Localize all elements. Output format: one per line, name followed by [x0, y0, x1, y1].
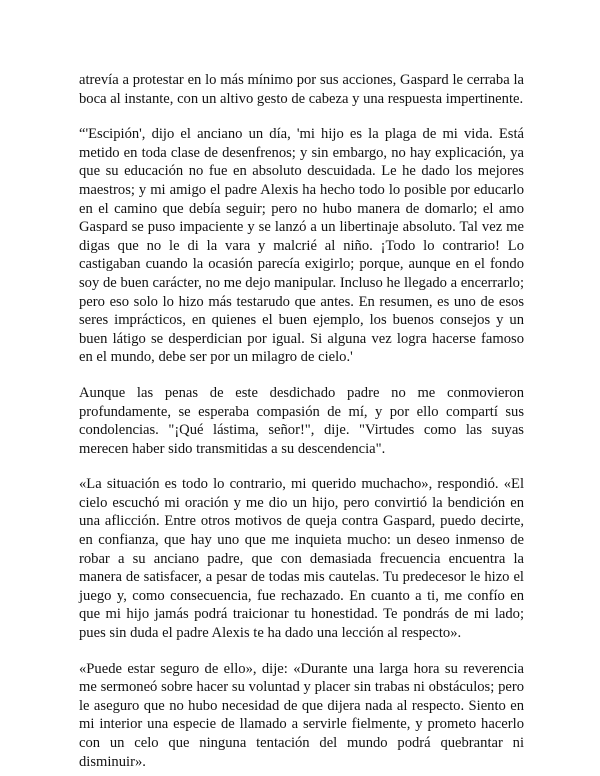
paragraph-5: «Puede estar seguro de ello», dije: «Durante una larga hora su reverencia me sermoneó sobre hacer su voluntad y placer sin trabas ni obstáculos; pero le aseguro que no hubo necesidad de que dijera nada al respecto. Siento en mi interior una especie de llamado a servirle fielmente, y prometo hacerlo con un celo que ninguna tentación del mundo podrá quebrantar ni disminuir».	[79, 660, 524, 770]
paragraph-2: “'Escipión', dijo el anciano un día, 'mi hijo es la plaga de mi vida. Está metido en toda clase de desenfrenos; y sin embargo, no hay explicación, ya que su educación no fue en absoluto descuidada. Le he dado los mejores maestros; y mi amigo el padre Alexis ha hecho todo lo posible por educarlo en el camino que debía seguir; pero no hubo manera de domarlo; el amo Gaspard se puso impaciente y se lanzó a un libertinaje absoluto. Tal vez me digas que no le di la vara y malcrié al niño. ¡Todo lo contrario! Lo castigaban cuando la ocasión parecía exigirlo; porque, aunque en el fondo soy de buen carácter, no me dejo manipular. Incluso he llegado a encerrarlo; pero eso solo lo hizo más testarudo que antes. En resumen, es uno de esos seres imprácticos, en quienes el buen ejemplo, los buenos consejos y un buen látigo se desperdician por igual. Si alguna vez logra hacerse famoso en el mundo, debe ser por un milagro de cielo.'	[79, 126, 524, 366]
paragraph-3: Aunque las penas de este desdichado padre no me conmovieron profundamente, se esperaba compasión de mí, y por ello compartí sus condolencias. "¡Qué lástima, señor!", dije. "Virtudes como las suyas merecen haber sido transmitidas a su descendencia".	[79, 384, 524, 457]
paragraph-4: «La situación es todo lo contrario, mi querido muchacho», respondió. «El cielo escuchó mi oración y me dio un hijo, pero convirtió la bendición en una aflicción. Entre otros motivos de queja contra Gaspard, puedo decirte, en confianza, que hay uno que me inquieta mucho: un deseo inmenso de robar a su anciano padre, que con demasiada frecuencia encuentra la manera de satisfacer, a pesar de todas mis cautelas. Tu predecesor le hizo el juego y, como consecuencia, fue rechazado. En cuanto a ti, me confío en que mi hijo jamás podrá traicionar tu honestidad. Te pondrás de mi lado; pues sin duda el padre Alexis te ha dado una lección al respecto».	[79, 476, 524, 642]
paragraph-1: atrevía a protestar en lo más mínimo por sus acciones, Gaspard le cerraba la boca al instante, con un altivo gesto de cabeza y una respuesta impertinente.	[79, 72, 524, 107]
document-page	[79, 71, 524, 771]
